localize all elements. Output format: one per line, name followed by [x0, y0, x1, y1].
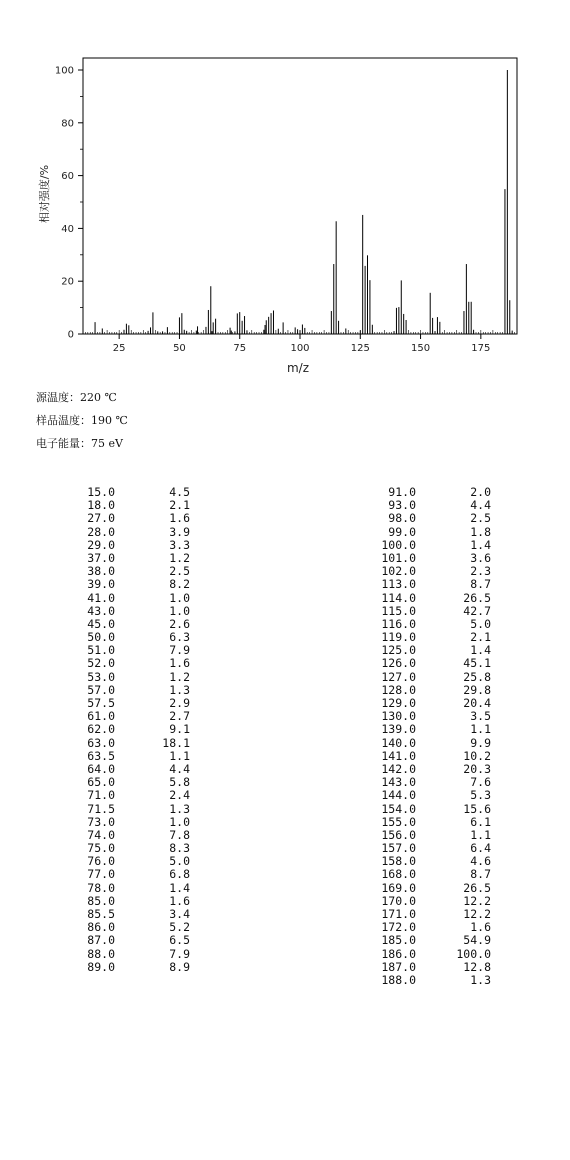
peak-mz: 63.5: [87, 748, 115, 763]
peak-abundance: 1.4: [470, 537, 491, 552]
peak-mz: 155.0: [381, 814, 416, 829]
peak-abundance: 45.1: [463, 656, 491, 671]
peak-mz: 99.0: [388, 524, 416, 539]
peak-abundance: 1.4: [470, 643, 491, 658]
peak-mz: 43.0: [87, 603, 115, 618]
peak-row: [356, 512, 491, 525]
peak-row: [55, 789, 190, 802]
peak-mz: 188.0: [381, 972, 416, 987]
peak-mz: 139.0: [381, 722, 416, 737]
peak-abundance: 8.2: [169, 577, 190, 592]
peak-abundance: 6.8: [169, 867, 190, 882]
peak-abundance: 1.1: [470, 722, 491, 737]
peak-abundance: 6.4: [470, 841, 491, 856]
peak-abundance: 8.3: [169, 841, 190, 856]
peak-mz: 15.0: [87, 485, 115, 499]
peak-abundance: 29.8: [463, 682, 491, 697]
peak-mz: 85.5: [87, 907, 115, 921]
peak-mz: 154.0: [381, 801, 416, 816]
peak-row: [55, 539, 190, 552]
peak-abundance: 5.8: [169, 775, 190, 790]
peak-mz: 64.0: [87, 761, 115, 776]
peak-mz: 41.0: [87, 590, 115, 605]
peak-mz: 141.0: [381, 748, 416, 763]
peak-row: [356, 539, 491, 552]
peak-table-right: [356, 486, 491, 987]
peak-mz: 144.0: [381, 788, 416, 803]
peak-row: [55, 816, 190, 829]
peak-row: [356, 750, 491, 763]
peak-abundance: 1.3: [470, 972, 491, 987]
peak-mz: 186.0: [381, 946, 416, 961]
peak-abundance: 54.9: [463, 933, 491, 948]
peak-abundance: 4.4: [169, 761, 190, 776]
peak-row: [55, 512, 190, 525]
peak-abundance: 5.0: [470, 616, 491, 631]
peak-abundance: 1.6: [470, 920, 491, 935]
peak-mz: 89.0: [87, 959, 115, 974]
peak-row: [356, 605, 491, 618]
x-tick-label: 100: [290, 343, 310, 354]
y-tick-label: 100: [54, 65, 74, 77]
peak-abundance: 2.5: [169, 564, 190, 579]
peak-abundance: 3.4: [169, 907, 190, 921]
peak-row: [356, 789, 491, 802]
x-axis-ticks: [113, 334, 491, 354]
peak-mz: 128.0: [381, 682, 416, 697]
peak-row: [55, 803, 190, 816]
peak-abundance: 5.3: [470, 788, 491, 803]
peak-abundance: 1.2: [169, 550, 190, 565]
peak-mz: 74.0: [87, 827, 115, 842]
peak-abundance: 1.6: [169, 656, 190, 671]
peak-mz: 63.0: [87, 735, 115, 750]
x-tick-label: 25: [112, 343, 126, 354]
peak-abundance: 8.7: [470, 577, 491, 592]
peak-abundance: 7.8: [169, 827, 190, 842]
peak-mz: 75.0: [87, 841, 115, 856]
peak-row: [356, 723, 491, 736]
peak-mz: 27.0: [87, 511, 115, 526]
peak-row: [55, 723, 190, 736]
peak-mz: 169.0: [381, 880, 416, 895]
peak-row: [356, 671, 491, 684]
peak-row: [356, 737, 491, 750]
peak-mz: 29.0: [87, 537, 115, 552]
peak-abundance: 2.6: [169, 616, 190, 631]
peak-mz: 102.0: [381, 564, 416, 579]
peak-row: [356, 526, 491, 539]
peak-mz: 119.0: [381, 630, 416, 645]
peak-abundance: 1.3: [169, 801, 190, 816]
peak-abundance: 1.0: [169, 814, 190, 829]
peak-row: [55, 578, 190, 591]
peak-mz: 140.0: [381, 735, 416, 750]
peak-row: [55, 882, 190, 895]
peak-mz: 45.0: [87, 616, 115, 631]
peak-mz: 98.0: [388, 511, 416, 526]
peak-mz: 115.0: [381, 603, 416, 618]
peak-row: [356, 803, 491, 816]
peak-row: [55, 526, 190, 539]
peak-mz: 77.0: [87, 867, 115, 882]
peak-abundance: 1.2: [169, 669, 190, 684]
electron-energy: 电子能量：75 eV: [36, 437, 123, 450]
peak-row: [55, 948, 190, 961]
peak-mz: 101.0: [381, 550, 416, 565]
peak-mz: 116.0: [381, 616, 416, 631]
peak-mz: 157.0: [381, 841, 416, 856]
peak-abundance: 4.4: [470, 498, 491, 513]
peak-mz: 126.0: [381, 656, 416, 671]
peak-row: [356, 592, 491, 605]
peak-abundance: 100.0: [456, 946, 491, 961]
peak-row: [55, 657, 190, 670]
y-axis-title: 相对强度/%: [38, 164, 51, 224]
peak-abundance: 7.9: [169, 643, 190, 658]
peak-abundance: 2.9: [169, 696, 190, 710]
peak-abundance: 26.5: [463, 590, 491, 605]
peak-abundance: 1.0: [169, 603, 190, 618]
peak-mz: 62.0: [87, 722, 115, 737]
peak-mz: 51.0: [87, 643, 115, 658]
peak-row: [55, 671, 190, 684]
peak-row: [55, 592, 190, 605]
peak-mz: 37.0: [87, 550, 115, 565]
x-axis-title: m/z: [286, 361, 310, 375]
peak-abundance: 2.0: [470, 485, 491, 499]
peak-abundance: 3.3: [169, 537, 190, 552]
peak-row: [55, 868, 190, 881]
peak-abundance: 1.0: [169, 590, 190, 605]
y-tick-label: 40: [61, 223, 74, 235]
peak-mz: 172.0: [381, 920, 416, 935]
peak-abundance: 8.7: [470, 867, 491, 882]
peak-abundance: 15.6: [463, 801, 491, 816]
peak-abundance: 3.9: [169, 524, 190, 539]
peak-abundance: 12.2: [463, 907, 491, 921]
source-temperature: 源温度：220 ℃: [36, 391, 117, 404]
peak-abundance: 9.9: [470, 735, 491, 750]
mass-spectrum-chart: [0, 0, 570, 380]
peak-mz: 28.0: [87, 524, 115, 539]
peak-mz: 73.0: [87, 814, 115, 829]
plot-frame: [83, 58, 517, 334]
peak-row: [55, 750, 190, 763]
peak-mz: 53.0: [87, 669, 115, 684]
peak-mz: 57.5: [87, 696, 115, 710]
peak-mz: 18.0: [87, 498, 115, 513]
peak-abundance: 25.8: [463, 669, 491, 684]
peak-mz: 93.0: [388, 498, 416, 513]
peak-row: [55, 605, 190, 618]
sample-temperature: 样品温度：190 ℃: [36, 414, 128, 427]
peak-mz: 171.0: [381, 907, 416, 921]
peak-mz: 129.0: [381, 696, 416, 710]
peak-mz: 156.0: [381, 827, 416, 842]
peak-abundance: 1.6: [169, 511, 190, 526]
peak-abundance: 2.3: [470, 564, 491, 579]
peak-mz: 86.0: [87, 920, 115, 935]
peak-mz: 38.0: [87, 564, 115, 579]
peak-row: [356, 948, 491, 961]
y-tick-label: 0: [67, 329, 74, 341]
peak-mz: 91.0: [388, 485, 416, 499]
peak-mz: 113.0: [381, 577, 416, 592]
peak-mz: 88.0: [87, 946, 115, 961]
peak-mz: 114.0: [381, 590, 416, 605]
peak-row: [356, 882, 491, 895]
peak-abundance: 5.2: [169, 920, 190, 935]
peak-abundance: 7.6: [470, 775, 491, 790]
peak-mz: 168.0: [381, 867, 416, 882]
peak-abundance: 1.3: [169, 682, 190, 697]
peak-abundance: 1.8: [470, 524, 491, 539]
peak-abundance: 20.4: [463, 696, 491, 710]
peak-abundance: 4.5: [169, 485, 190, 499]
x-tick-label: 125: [350, 343, 370, 354]
peak-mz: 61.0: [87, 709, 115, 724]
peak-row: [55, 737, 190, 750]
x-tick-label: 175: [471, 343, 491, 354]
peak-row: [356, 868, 491, 881]
y-tick-label: 80: [61, 118, 74, 130]
peak-mz: 71.5: [87, 801, 115, 816]
peak-abundance: 8.9: [169, 959, 190, 974]
peak-mz: 170.0: [381, 893, 416, 908]
peak-abundance: 6.5: [169, 933, 190, 948]
peak-row: [356, 657, 491, 670]
peak-mz: 87.0: [87, 933, 115, 948]
peak-abundance: 3.5: [470, 709, 491, 724]
peak-abundance: 1.1: [470, 827, 491, 842]
peak-mz: 52.0: [87, 656, 115, 671]
peak-abundance: 6.3: [169, 630, 190, 645]
peak-mz: 65.0: [87, 775, 115, 790]
peak-mz: 130.0: [381, 709, 416, 724]
x-tick-label: 50: [173, 343, 186, 354]
peak-mz: 76.0: [87, 854, 115, 869]
peak-row: [356, 578, 491, 591]
peak-abundance: 18.1: [162, 735, 190, 750]
peak-row: [356, 974, 491, 987]
peak-abundance: 12.8: [463, 959, 491, 974]
peak-abundance: 1.1: [169, 748, 190, 763]
peak-abundance: 2.7: [169, 709, 190, 724]
peak-abundance: 20.3: [463, 761, 491, 776]
peak-abundance: 12.2: [463, 893, 491, 908]
peak-mz: 185.0: [381, 933, 416, 948]
peak-abundance: 1.4: [169, 880, 190, 895]
peak-mz: 187.0: [381, 959, 416, 974]
peak-mz: 39.0: [87, 577, 115, 592]
peak-abundance: 9.1: [169, 722, 190, 737]
peak-mz: 50.0: [87, 630, 115, 645]
peak-abundance: 5.0: [169, 854, 190, 869]
peak-abundance: 10.2: [463, 748, 491, 763]
instrument-parameters: [36, 386, 128, 455]
peak-mz: 71.0: [87, 788, 115, 803]
y-tick-label: 20: [61, 276, 74, 288]
y-tick-label: 60: [61, 171, 74, 183]
peak-abundance: 2.5: [470, 511, 491, 526]
peak-row: [55, 961, 190, 974]
peak-mz: 57.0: [87, 682, 115, 697]
x-tick-label: 75: [233, 343, 247, 354]
peak-abundance: 26.5: [463, 880, 491, 895]
peak-mz: 125.0: [381, 643, 416, 658]
spectrum-bars: [95, 70, 512, 334]
peak-mz: 100.0: [381, 537, 416, 552]
peak-abundance: 1.6: [169, 893, 190, 908]
peak-mz: 127.0: [381, 669, 416, 684]
peak-abundance: 2.1: [169, 498, 190, 513]
peak-row: [356, 816, 491, 829]
peak-abundance: 42.7: [463, 603, 491, 618]
peak-mz: 143.0: [381, 775, 416, 790]
y-axis-ticks: [55, 66, 83, 341]
peak-abundance: 4.6: [470, 854, 491, 869]
peak-row: [55, 934, 190, 947]
peak-mz: 142.0: [381, 761, 416, 776]
peak-table-left: [55, 486, 190, 974]
peak-abundance: 6.1: [470, 814, 491, 829]
peak-row: [356, 961, 491, 974]
peak-abundance: 3.6: [470, 550, 491, 565]
peak-abundance: 2.1: [470, 630, 491, 645]
peak-mz: 158.0: [381, 854, 416, 869]
peak-abundance: 2.4: [169, 788, 190, 803]
x-tick-label: 150: [411, 343, 431, 354]
peak-mz: 78.0: [87, 880, 115, 895]
peak-mz: 85.0: [87, 893, 115, 908]
peak-row: [356, 934, 491, 947]
peak-abundance: 7.9: [169, 946, 190, 961]
